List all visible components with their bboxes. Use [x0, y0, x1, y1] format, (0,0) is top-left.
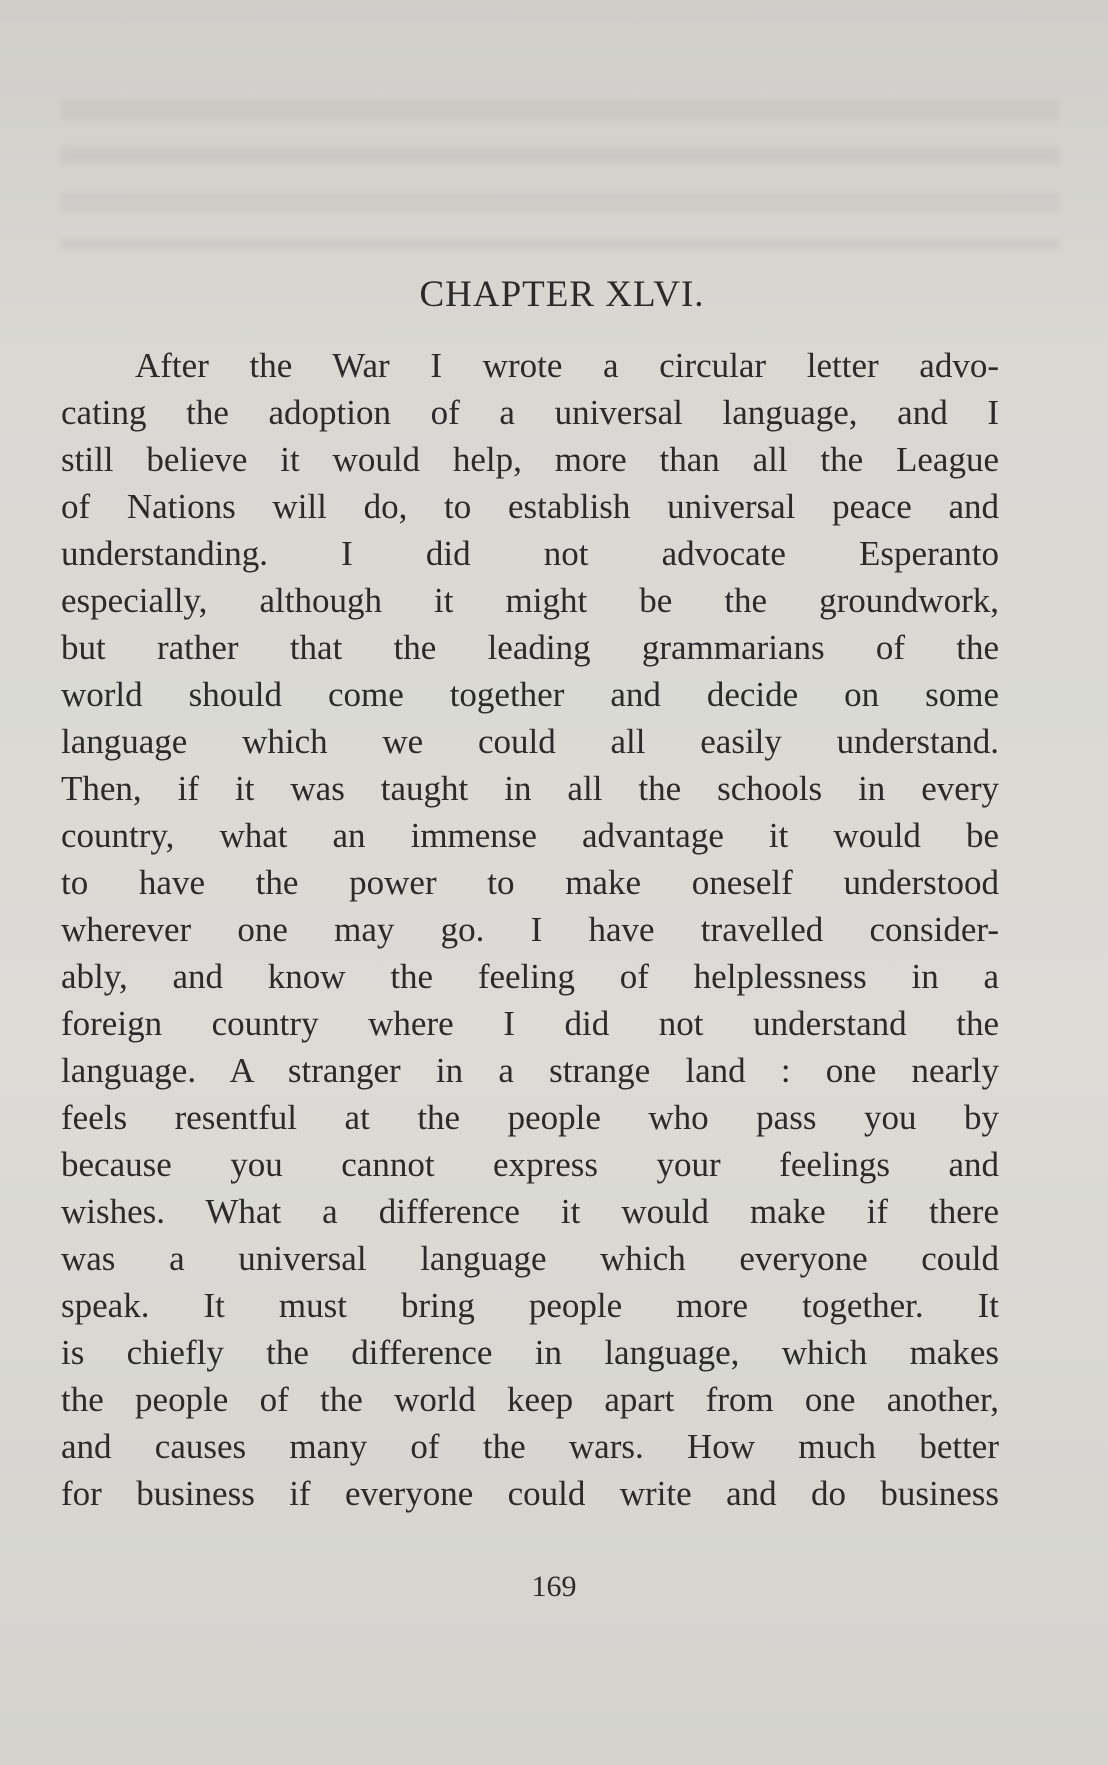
body-paragraph [61, 342, 999, 1517]
text-line: cating the adoption of a universal language, and I [61, 393, 999, 432]
text-line: because you cannot express your feelings and [61, 1145, 999, 1184]
text-line: speak. It must bring people more together. It [61, 1286, 999, 1325]
text-line: especially, although it might be the groundwork, [61, 581, 999, 620]
text-line: wishes. What a difference it would make if there [61, 1192, 999, 1231]
chapter-title: CHAPTER XLVI. [419, 274, 705, 315]
text-line: wherever one may go. I have travelled consider- [61, 910, 999, 949]
text-line: was a universal language which everyone could [61, 1239, 999, 1278]
text-line: After the War I wrote a circular letter advo- [135, 346, 999, 385]
text-line: country, what an immense advantage it would be [61, 816, 999, 855]
text-line: ably, and know the feeling of helplessness in a [61, 957, 999, 996]
text-line: the people of the world keep apart from one another, [61, 1380, 999, 1419]
text-line: is chiefly the difference in language, which makes [61, 1333, 999, 1372]
text-line: but rather that the leading grammarians of the [61, 628, 999, 667]
text-line: feels resentful at the people who pass you by [61, 1098, 999, 1137]
text-line: still believe it would help, more than all the League [61, 440, 999, 479]
text-line: language which we could all easily understand. [61, 722, 999, 761]
text-line: and causes many of the wars. How much better [61, 1427, 999, 1466]
text-line: Then, if it was taught in all the schools in every [61, 769, 999, 808]
page-number: 169 [531, 1570, 577, 1603]
text-line: foreign country where I did not understand the [61, 1004, 999, 1043]
text-line: for business if everyone could write and do business [61, 1474, 999, 1513]
bleed-through-texture [60, 100, 1060, 250]
text-line: world should come together and decide on some [61, 675, 999, 714]
text-line: of Nations will do, to establish universal peace and [61, 487, 999, 526]
text-line: understanding. I did not advocate Esperanto [61, 534, 999, 573]
text-line: to have the power to make oneself understood [61, 863, 999, 902]
text-line: language. A stranger in a strange land : one nearly [61, 1051, 999, 1090]
